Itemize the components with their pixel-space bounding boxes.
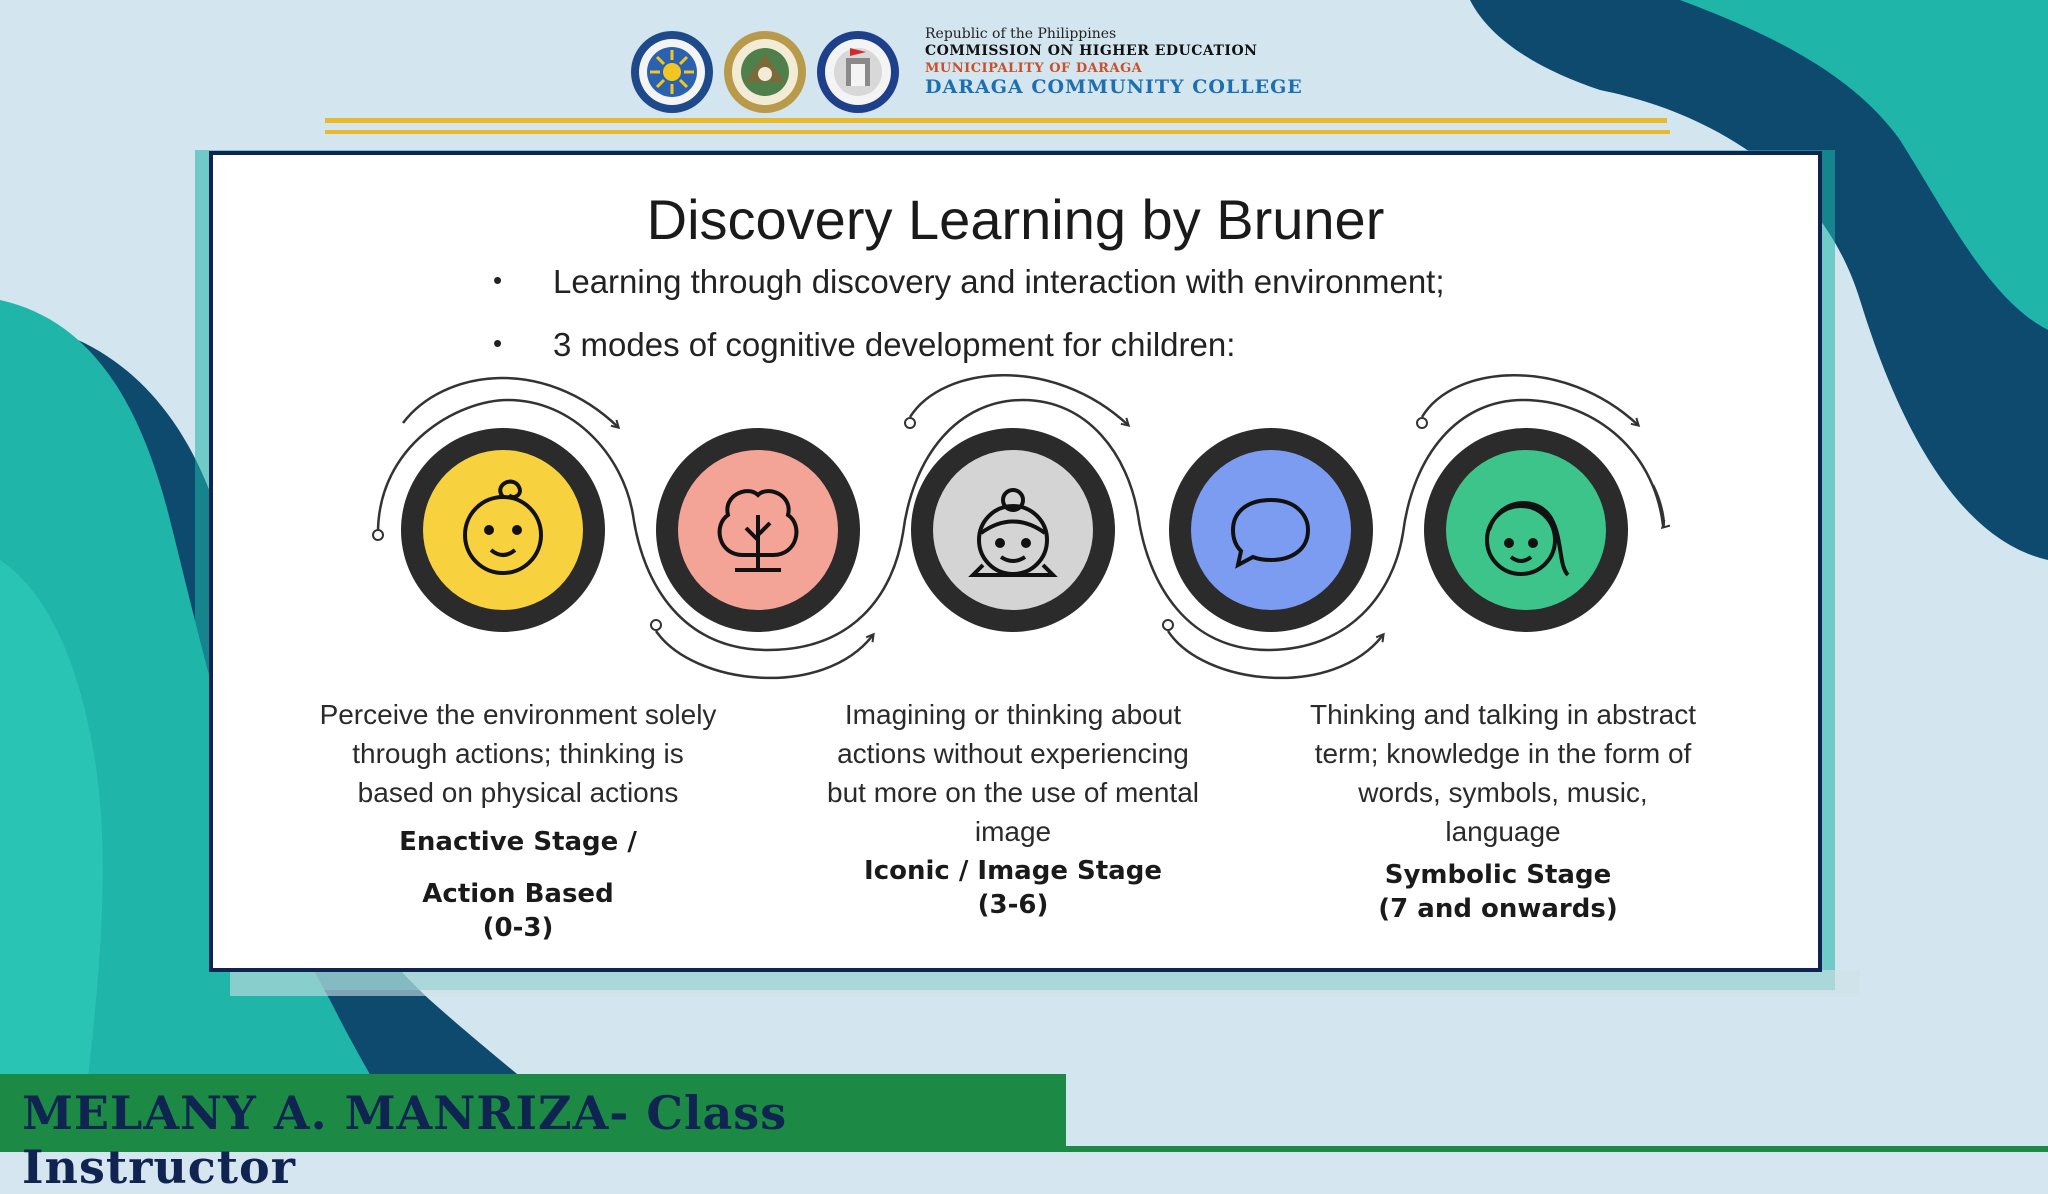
slide-title: Discovery Learning by Bruner <box>646 188 1385 251</box>
connector-start-dot <box>373 530 383 540</box>
bullet-item: • Learning through discovery and interaction with environment; <box>493 263 1445 326</box>
top-arc-arrow <box>403 378 618 427</box>
stage-circle-iconic <box>911 428 1115 632</box>
instructor-name: MELANY A. MANRIZA- Class Instructor <box>22 1086 788 1194</box>
commission-label: COMMISSION ON HIGHER EDUCATION <box>925 43 1258 59</box>
institution-header <box>630 26 1430 122</box>
bottom-arc-arrow <box>656 631 873 678</box>
stage-circle-tree <box>656 428 860 632</box>
stage-circle-speech <box>1169 428 1373 632</box>
college-seal-icon <box>816 30 900 114</box>
header-text <box>925 26 1303 96</box>
stage-description-symbolic: Thinking and talking in abstract term; knowledge in the form of words, symbols, music, language <box>1310 699 1696 847</box>
stage-description-iconic: Imagining or thinking about actions without experiencing but more on the use of mental image <box>827 699 1199 847</box>
ched-seal-icon <box>630 30 714 114</box>
municipality-label: MUNICIPALITY OF DARAGA <box>925 61 1143 76</box>
country-label: Republic of the Philippines <box>925 26 1117 42</box>
college-name: DARAGA COMMUNITY COLLEGE <box>925 76 1303 98</box>
stage-circle-symbolic <box>1424 428 1628 632</box>
instructor-name-banner <box>0 1074 1066 1194</box>
stage-name-symbolic: Symbolic Stage (7 and onwards) <box>1378 860 1618 924</box>
header-divider <box>325 130 1670 134</box>
stage-name-iconic: Iconic / Image Stage (3-6) <box>864 856 1162 920</box>
bullet-item: • 3 modes of cognitive development for children: <box>493 326 1445 389</box>
slide-panel <box>209 151 1822 972</box>
stage-description-enactive: Perceive the environment solely through actions; thinking is based on physical actions <box>319 699 717 808</box>
footer-line <box>1066 1146 2048 1152</box>
stage-circle-enactive <box>401 428 605 632</box>
stage-name-enactive: Enactive Stage / Action Based (0-3) <box>399 827 637 943</box>
bottom-arc-arrow <box>1168 631 1383 678</box>
daraga-municipal-seal-icon <box>723 30 807 114</box>
header-divider <box>325 118 1667 123</box>
